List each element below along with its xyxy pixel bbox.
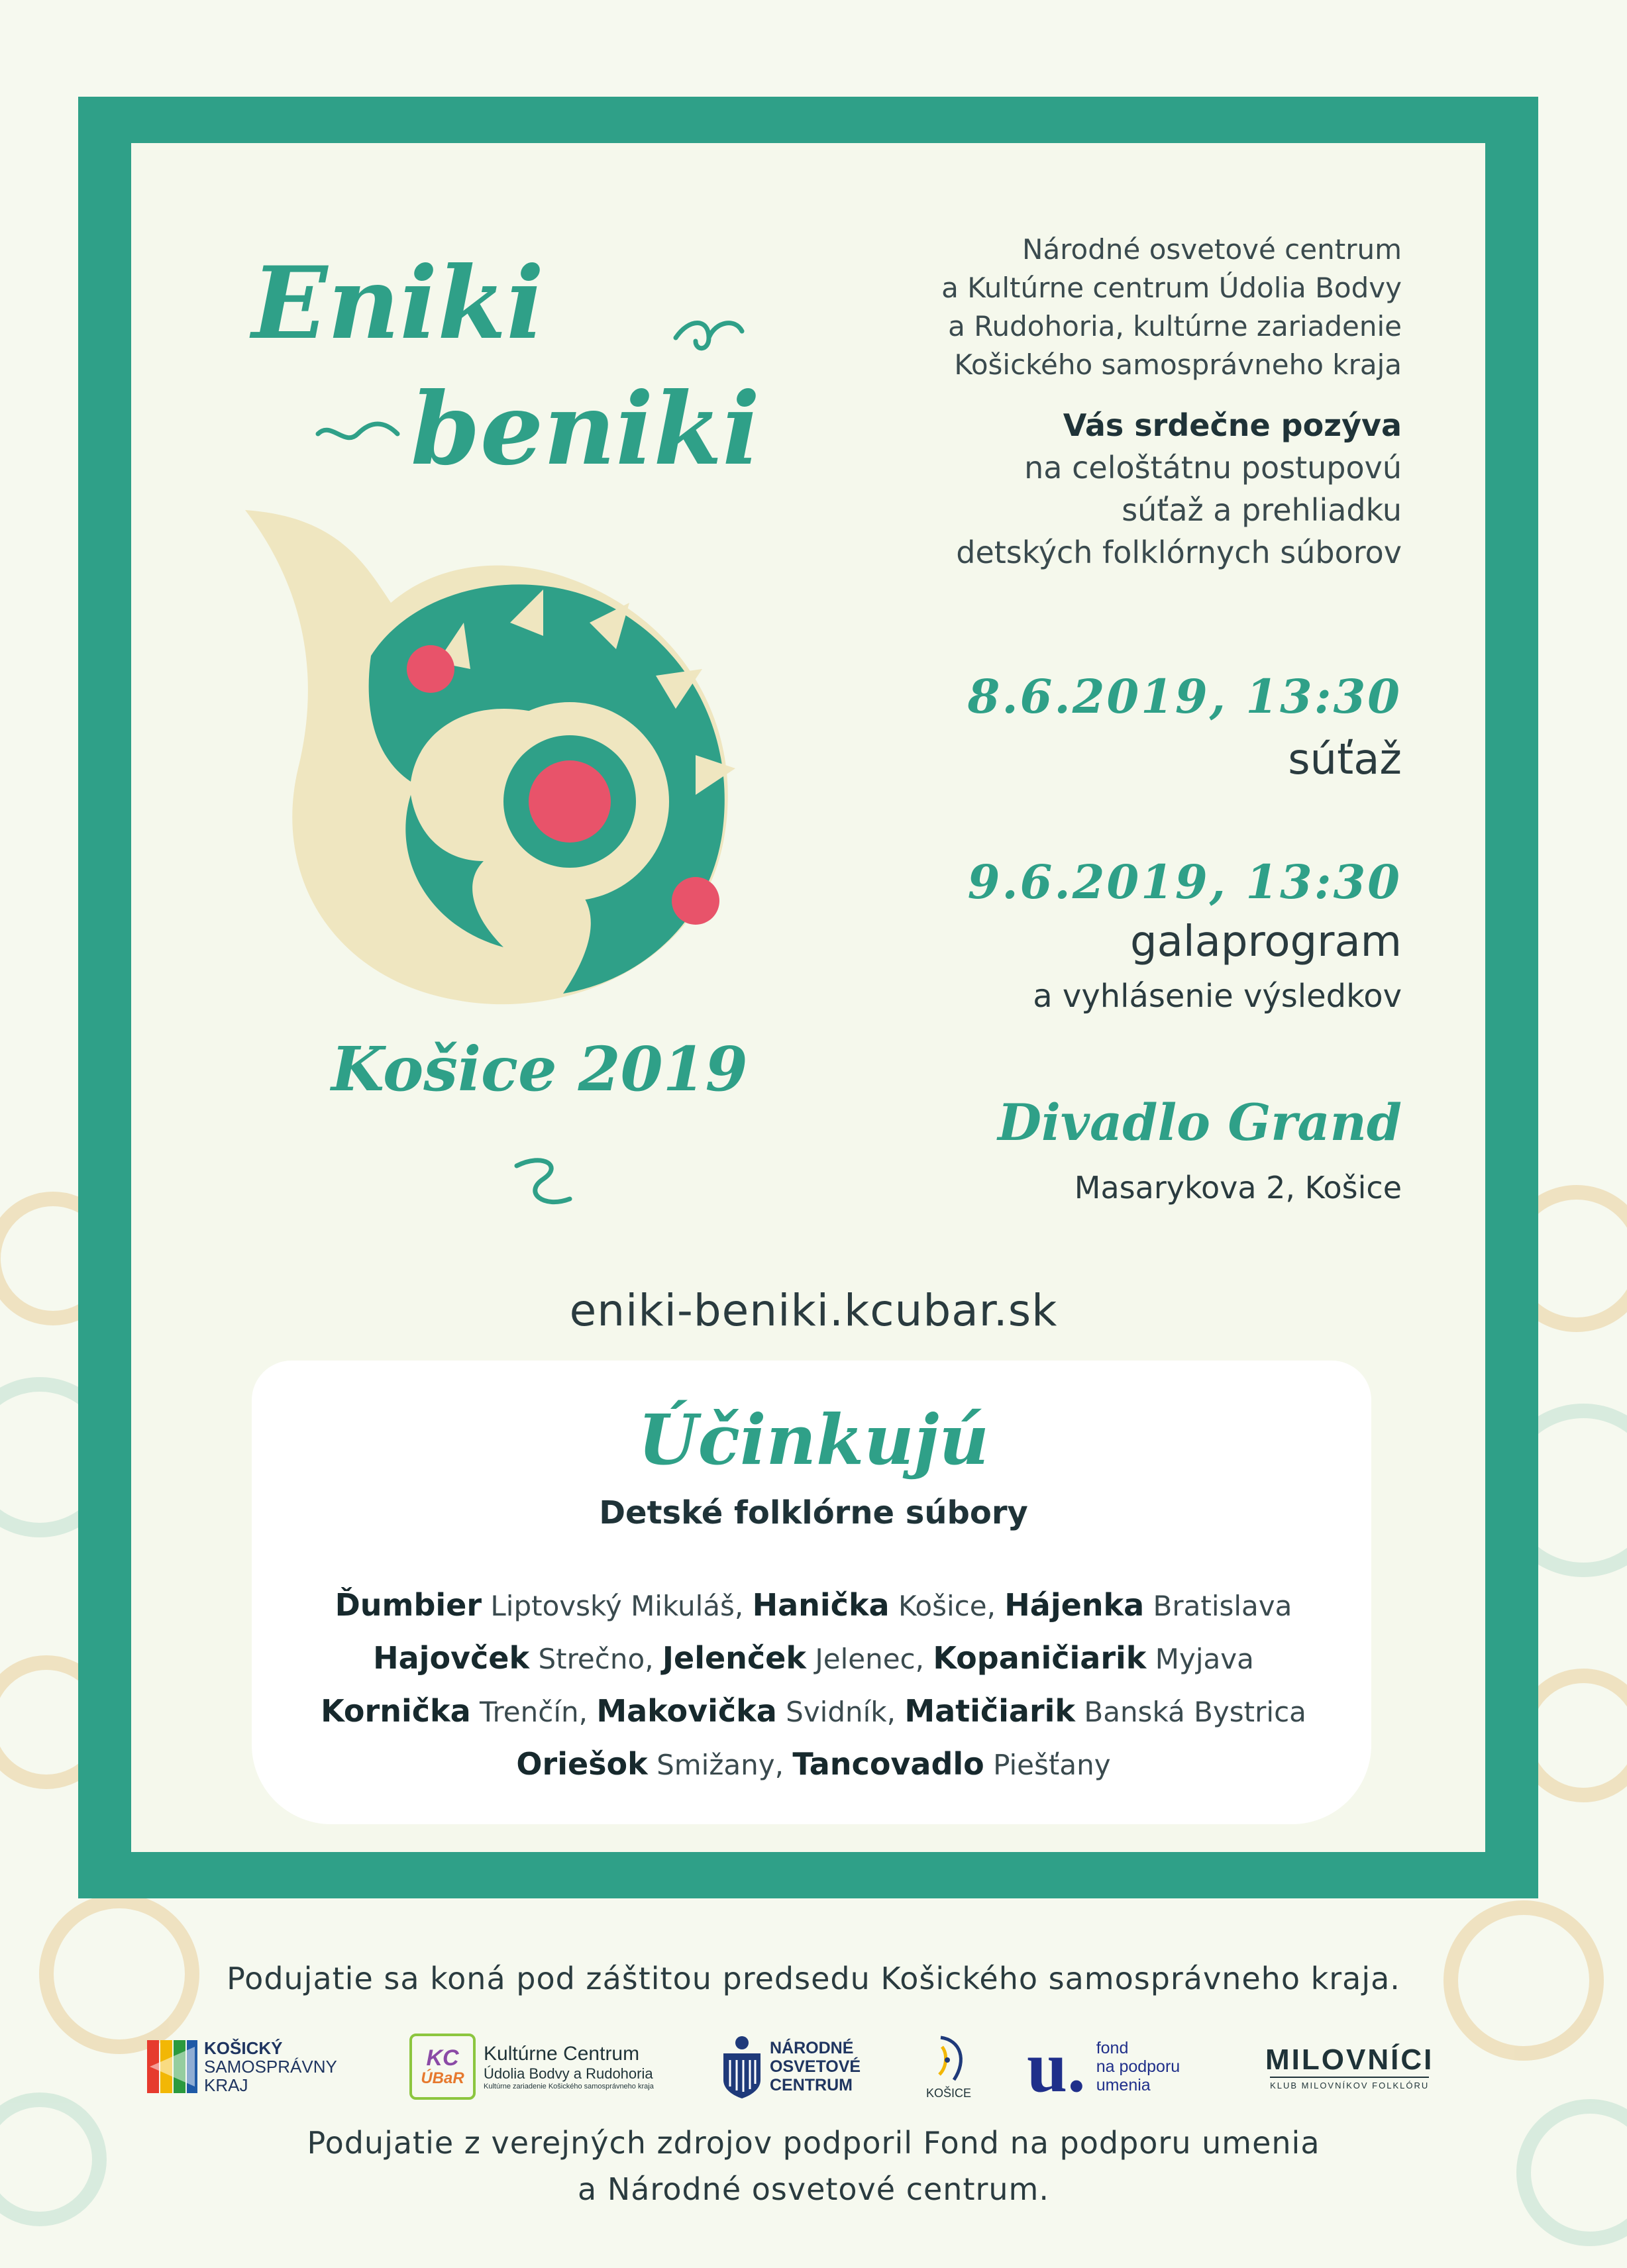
ensemble-town: Košice (898, 1590, 987, 1622)
venue-address: Masarykova 2, Košice (1074, 1170, 1402, 1206)
fpu-text: fond (1096, 2039, 1129, 2057)
ensemble-town: Myjava (1155, 1643, 1254, 1675)
ornament-swirl-icon (669, 311, 749, 364)
ensemble-town: Banská Bystrica (1084, 1696, 1306, 1728)
ensemble-name: Makovička (596, 1693, 777, 1729)
organizer-line: a Rudohoria, kultúrne zariadenie (948, 310, 1402, 342)
ensemble-name: Tancovadlo (792, 1746, 984, 1782)
performers-subtitle: Detské folklórne súbory (599, 1494, 1028, 1531)
kosice-text: KOŠICE (926, 2086, 972, 2100)
ensembles-row: Hajovček Strečno, Jelenček Jelenec, Kopaničiarik Myjava (373, 1640, 1254, 1676)
organizer-line: Národné osvetové centrum (1022, 233, 1402, 266)
ensemble-name: Matičiarik (904, 1693, 1076, 1729)
noc-emblem-icon (721, 2034, 763, 2100)
ornament-curl-icon (503, 1153, 583, 1212)
logo-emblem (219, 490, 802, 1033)
kosice-logo (926, 2020, 971, 2113)
logo-title-beniki: beniki (411, 371, 761, 488)
ksk-mark-icon (147, 2040, 197, 2093)
invitation-bold: Vás srdečne pozýva (1063, 407, 1402, 443)
kcubar-text: Údolia Bodvy a Rudohoria (484, 2065, 653, 2082)
invitation-line: detských folklórnych súborov (956, 535, 1402, 570)
website-link[interactable]: eniki-beniki.kcubar.sk (569, 1285, 1058, 1336)
ensemble-town: Smižany (656, 1749, 775, 1781)
ensemble-name: Jelenček (662, 1640, 806, 1676)
logo-title-eniki: Eniki (252, 245, 545, 362)
invitation-line: súťaž a prehliadku (1122, 492, 1402, 528)
fpu-text: umenia (1096, 2076, 1151, 2094)
ensemble-name: Hajovček (373, 1640, 530, 1676)
milovnici-logo (1265, 2020, 1434, 2113)
ensemble-name: Hájenka (1004, 1587, 1145, 1623)
ensembles-row: Kornička Trenčín, Makovička Svidník, Matičiarik Banská Bystrica (321, 1693, 1306, 1729)
ensembles-row: Ďumbier Liptovský Mikuláš, Hanička Košice, Hájenka Bratislava (335, 1587, 1292, 1623)
noc-text: CENTRUM (770, 2076, 853, 2094)
fpu-logo (1027, 2020, 1180, 2113)
kcubar-mark-top: KC (426, 2045, 459, 2071)
ensemble-town: Strečno (538, 1643, 645, 1675)
event-date-1: 8.6.2019, 13:30 (967, 669, 1402, 724)
organizers-block (941, 231, 1402, 384)
kcubar-text: Kultúrne Centrum (484, 2043, 640, 2065)
kcubar-mark (409, 2034, 476, 2100)
funding-line: a Národné osvetové centrum. (578, 2171, 1049, 2207)
noc-text: OSVETOVÉ (770, 2057, 861, 2076)
invitation-block (956, 404, 1402, 574)
noc-logo (721, 2020, 861, 2113)
invitation-line: na celoštátnu postupovú (1024, 450, 1402, 486)
ksk-text: KRAJ (204, 2075, 248, 2095)
ensemble-name: Ďumbier (335, 1587, 482, 1623)
ksk-text: SAMOSPRÁVNY (204, 2057, 337, 2077)
ensemble-town: Bratislava (1153, 1590, 1292, 1622)
ensemble-town: Trenčín (479, 1696, 579, 1728)
ensemble-town: Liptovský Mikuláš (490, 1590, 735, 1622)
ksk-text: KOŠICKÝ (204, 2038, 283, 2058)
kcubar-mark-bottom: ÚBaR (421, 2069, 464, 2087)
ensemble-name: Kopaničiarik (933, 1640, 1147, 1676)
venue-name: Divadlo Grand (998, 1093, 1402, 1152)
kcubar-logo (409, 2020, 654, 2113)
event-title-2: galaprogram (1129, 917, 1402, 966)
funding-text (0, 2120, 1627, 2212)
ensemble-name: Hanička (752, 1587, 890, 1623)
ensemble-name: Kornička (321, 1693, 471, 1729)
sponsor-logos (0, 2020, 1627, 2113)
fpu-mark: u. (1027, 2026, 1086, 2107)
ornament-wave-icon (311, 417, 404, 450)
milovnici-sub: KLUB MILOVNÍKOV FOLKLÓRU (1270, 2077, 1429, 2090)
noc-text: NÁRODNÉ (770, 2039, 854, 2057)
ensembles-row: Oriešok Smižany, Tancovadlo Piešťany (516, 1746, 1111, 1782)
event-date-2: 9.6.2019, 13:30 (967, 854, 1402, 909)
organizer-line: Košického samosprávneho kraja (954, 348, 1402, 381)
ksk-logo (147, 2020, 337, 2113)
ensemble-town: Jelenec (815, 1643, 916, 1675)
funding-line: Podujatie z verejných zdrojov podporil Fond na podporu umenia (307, 2125, 1320, 2161)
kosice-mark-icon (927, 2034, 970, 2087)
logo-place-year: Košice 2019 (331, 1033, 748, 1105)
patronage-text: Podujatie sa koná pod záštitou predsedu Košického samosprávneho kraja. (227, 1961, 1400, 1996)
ensemble-town: Piešťany (993, 1749, 1111, 1781)
fpu-text: na podporu (1096, 2057, 1181, 2076)
ensemble-town: Svidník (786, 1696, 887, 1728)
performers-title: Účinkujú (637, 1399, 990, 1480)
ensemble-name: Oriešok (516, 1746, 648, 1782)
kcubar-text: Kultúrne zariadenie Košického samosprávneho kraja (484, 2083, 654, 2090)
event-subtitle-2: a vyhlásenie výsledkov (1033, 978, 1402, 1015)
organizer-line: a Kultúrne centrum Údolia Bodvy (941, 272, 1402, 304)
event-title-1: súťaž (1288, 735, 1402, 784)
ensembles-list (0, 1579, 1627, 1791)
milovnici-text: MILOVNÍCI (1265, 2043, 1434, 2076)
